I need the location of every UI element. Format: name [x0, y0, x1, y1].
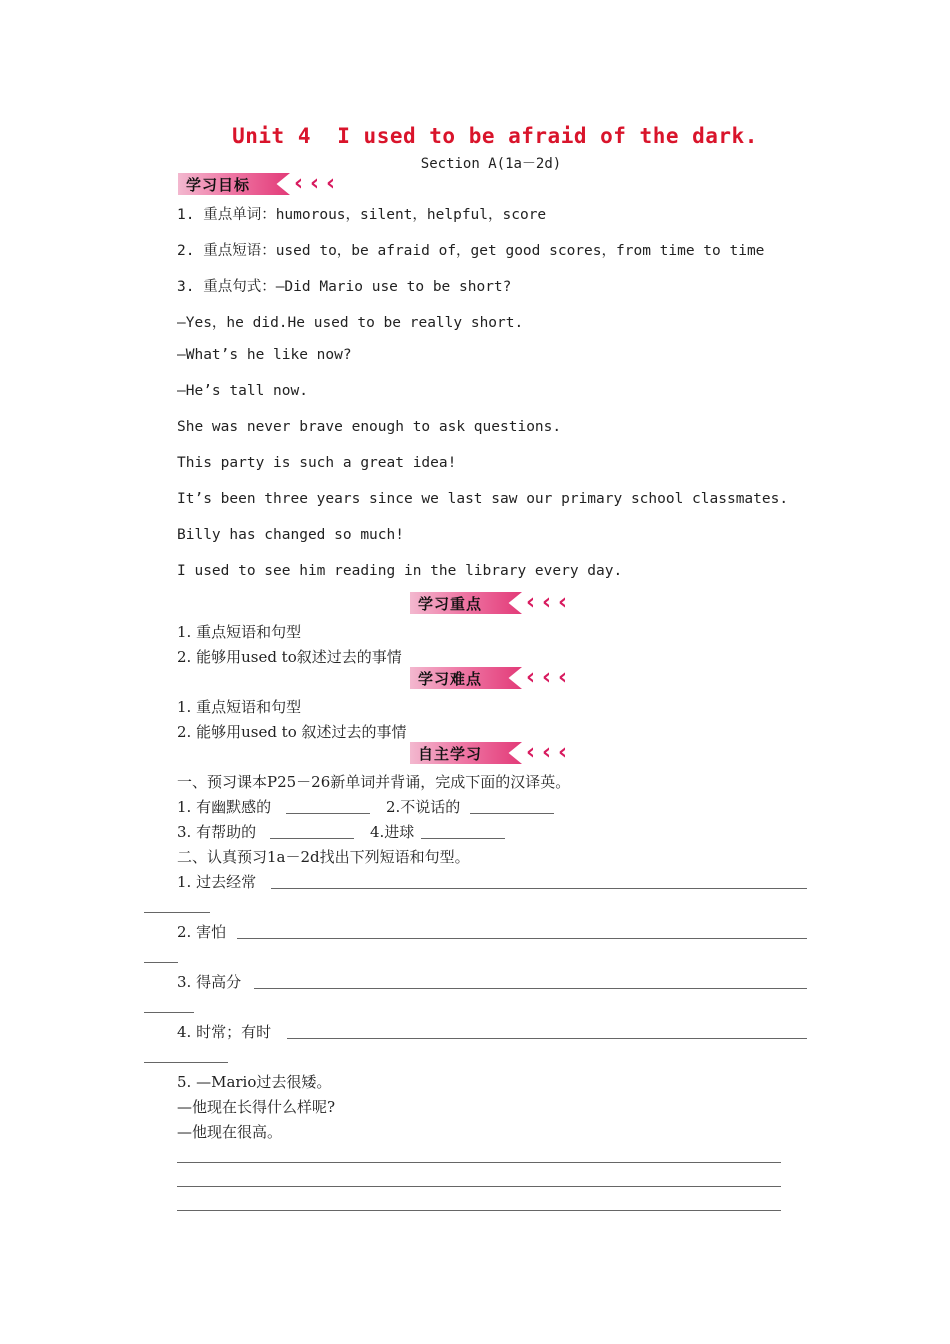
goal-line: 3. 重点句式：—Did Mario use to be short? [177, 279, 512, 295]
answer-blank[interactable] [271, 888, 807, 889]
sentence-prompt: —他现在长得什么样呢? [177, 1098, 336, 1116]
answer-line[interactable] [177, 1210, 781, 1211]
focus-banner [410, 592, 580, 614]
chevron-left-icon: ‹ [558, 590, 568, 615]
focus-line: 1. 重点短语和句型 [177, 623, 302, 641]
answer-blank[interactable] [421, 838, 505, 839]
section-subtitle: Section A(1a－2d) [420, 156, 562, 172]
goal-line: It’s been three years since we last saw our primary school classmates. [177, 491, 789, 507]
vocab-prompt: 4.进球 [370, 823, 415, 841]
chevron-left-icon: ‹ [526, 740, 536, 765]
answer-line[interactable] [177, 1186, 781, 1187]
goal-line: This party is such a great idea! [177, 455, 457, 471]
answer-line[interactable] [177, 1162, 781, 1163]
phrase-prompt: 4. 时常；有时 [177, 1023, 272, 1041]
chevron-left-icon: ‹ [526, 665, 536, 690]
chevron-left-icon: ‹ [326, 171, 336, 196]
answer-blank[interactable] [286, 813, 370, 814]
chevron-left-icon: ‹ [542, 740, 552, 765]
chevron-left-icon: ‹ [558, 665, 568, 690]
goals-banner [178, 173, 348, 195]
chevron-left-icon: ‹ [526, 590, 536, 615]
chevron-left-icon: ‹ [294, 171, 304, 196]
self-study-banner [410, 742, 580, 764]
goal-line: I used to see him reading in the library every day. [177, 563, 623, 579]
focus-banner-label: 学习重点 [418, 595, 483, 613]
goal-line: 2. 重点短语：used to，be afraid of，get good scores，from time to time [177, 243, 765, 259]
sentence-prompt: 5. —Mario过去很矮。 [177, 1073, 332, 1091]
goal-line: Billy has changed so much! [177, 527, 404, 543]
answer-blank[interactable] [287, 1038, 807, 1039]
difficulty-line: 2. 能够用used to 叙述过去的事情 [177, 723, 407, 741]
answer-blank[interactable] [270, 838, 354, 839]
goal-line: She was never brave enough to ask questions. [177, 419, 562, 435]
answer-blank-wrap[interactable] [144, 1062, 228, 1063]
chevron-left-icon: ‹ [558, 740, 568, 765]
answer-blank[interactable] [237, 938, 807, 939]
difficulty-banner [410, 667, 580, 689]
part2-title: 二、认真预习1a－2d找出下列短语和句型。 [177, 848, 470, 866]
self-study-banner-label: 自主学习 [418, 745, 483, 763]
difficulty-banner-label: 学习难点 [418, 670, 483, 688]
goal-line: 1. 重点单词：humorous，silent，helpful，score [177, 207, 547, 223]
phrase-prompt: 3. 得高分 [177, 973, 242, 991]
focus-line: 2. 能够用used to叙述过去的事情 [177, 648, 402, 666]
answer-blank[interactable] [470, 813, 554, 814]
chevron-left-icon: ‹ [542, 665, 552, 690]
answer-blank-wrap[interactable] [144, 962, 178, 963]
goal-line: —He’s tall now. [177, 383, 308, 399]
goal-line: —What’s he like now? [177, 347, 352, 363]
vocab-prompt: 3. 有帮助的 [177, 823, 257, 841]
page-title: Unit 4 I used to be afraid of the dark. [232, 124, 758, 148]
vocab-prompt: 1. 有幽默感的 [177, 798, 272, 816]
chevron-left-icon: ‹ [542, 590, 552, 615]
answer-blank-wrap[interactable] [144, 1012, 194, 1013]
phrase-prompt: 2. 害怕 [177, 923, 227, 941]
answer-blank[interactable] [254, 988, 807, 989]
chevron-left-icon: ‹ [310, 171, 320, 196]
difficulty-line: 1. 重点短语和句型 [177, 698, 302, 716]
goals-banner-label: 学习目标 [186, 176, 251, 194]
goal-line: —Yes，he did.He used to be really short. [177, 315, 524, 331]
part1-title: 一、预习课本P25－26新单词并背诵，完成下面的汉译英。 [177, 773, 571, 791]
vocab-prompt: 2.不说话的 [386, 798, 461, 816]
phrase-prompt: 1. 过去经常 [177, 873, 257, 891]
answer-blank-wrap[interactable] [144, 912, 210, 913]
sentence-prompt: —他现在很高。 [177, 1123, 283, 1141]
